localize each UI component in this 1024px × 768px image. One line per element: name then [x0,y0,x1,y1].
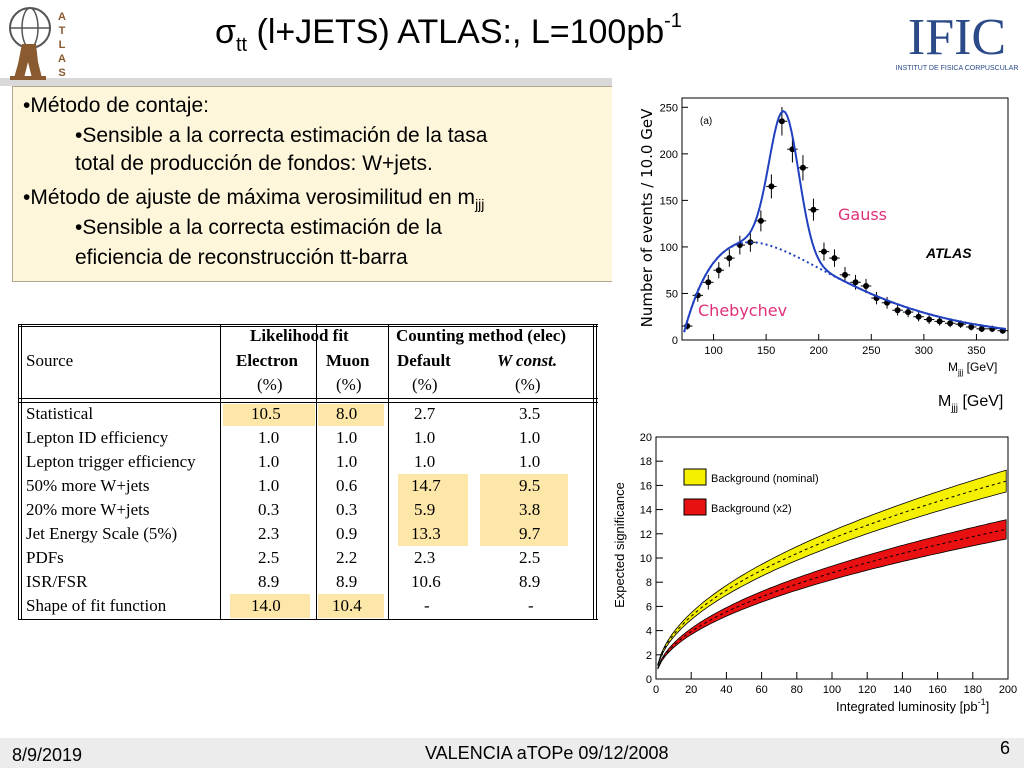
table-cell: - [424,596,430,615]
legend-swatch-x2 [684,499,706,515]
unit-header: (%) [515,375,541,394]
data-point [895,307,901,313]
mjjj-mass-plot [612,78,1024,418]
y-tick-label: 18 [639,456,652,469]
table-cell: 0.6 [336,476,358,495]
bullet-line: •Método de ajuste de máxima verosimilitud en $m_{jjj}$ [23,186,485,212]
table-cell: 1.0 [258,476,280,495]
y-tick-label: 150 [659,195,678,208]
table-row-source: Statistical [26,404,94,423]
legend-label-x2: Background (x2) [711,503,792,515]
y-tick-label: 250 [659,102,678,115]
ific-logo-icon [892,2,1022,78]
bullet-line: •Método de contaje: [23,94,209,117]
bullet-line: eficiencia de reconstrucción tt-barra [75,246,408,269]
y-tick-label: 6 [645,601,652,614]
table-cell: 8.9 [519,572,541,591]
footer-event: VALENCIA aTOPe 09/12/2008 [425,743,669,763]
data-point [768,183,774,189]
unit-header: (%) [257,375,283,394]
method-bullet-box [12,86,618,282]
atlas-letter: A [58,53,66,65]
legend-label-nominal: Background (nominal) [711,473,819,485]
table-row-source: 50% more W+jets [26,476,150,495]
table-rule [596,324,597,620]
table-rule [388,324,389,620]
data-point [947,320,953,326]
table-cell: 8.0 [336,404,358,423]
table-row-source: Lepton trigger efficiency [26,452,196,471]
x-tick-label: 200 [998,684,1018,696]
x-tick-label: 300 [914,345,934,357]
table-cell: 1.0 [336,428,358,447]
y-tick-label: 200 [659,148,678,161]
unit-header: (%) [412,375,438,394]
x-tick-label: 250 [862,345,881,357]
y-tick-label: 16 [639,480,652,493]
unit-header: (%) [336,375,362,394]
y-tick-label: 4 [645,625,652,638]
title-sigma: σ [215,13,236,51]
data-point [779,118,785,124]
bullet-line: •Sensible a la correcta estimación de la [75,216,442,239]
table-cell: 1.0 [336,452,358,471]
table-cell: 1.0 [258,428,280,447]
table-rule [316,324,317,620]
table-row-source: PDFs [26,548,64,567]
y-tick-label: 10 [639,553,652,565]
data-point [926,317,932,323]
column-header: Default [397,351,451,370]
footer-date: 8/9/2019 [12,745,83,765]
table-cell: 1.0 [414,428,436,447]
x-tick-label: 80 [790,684,803,696]
x-tick-label: 140 [893,684,912,696]
slide-title [215,10,855,57]
table-cell: 1.0 [519,428,541,447]
gauss-label: Gauss [838,205,888,224]
x-tick-label: 40 [720,684,733,696]
y-tick-label: 2 [645,649,652,662]
table-rule [18,402,598,403]
atlas-letter: T [58,25,66,37]
y-tick-label: 50 [665,288,678,301]
data-point [705,279,711,285]
y-tick-label: 8 [645,577,652,590]
data-point [821,249,827,255]
x-tick-label: 100 [822,684,842,696]
data-point [726,255,732,261]
data-point [831,255,837,261]
significance-vs-luminosity-plot [610,425,1024,725]
table-cell: 10.4 [332,596,362,615]
table-rule [18,324,19,620]
bullet-line: total de producción de fondos: W+jets. [75,152,433,175]
table-row-source: 20% more W+jets [26,500,150,519]
x-tick-label: 20 [685,684,698,696]
y-tick-label: 14 [639,504,652,517]
atlas-letter: A [58,11,66,23]
table-cell: 1.0 [258,452,280,471]
atlas-label: ATLAS [926,245,972,261]
x-axis-label-outer: $M_{jjj}$ [GeV] [938,393,1004,414]
x-tick-label: 60 [755,684,768,696]
table-cell: 14.7 [411,476,441,495]
data-point [842,272,848,278]
table-cell: 2.5 [258,548,280,567]
table-cell: 2.5 [519,548,541,567]
table-cell: 10.5 [251,404,281,423]
title-subscript: tt [235,34,248,56]
y-tick-label: 12 [639,528,652,541]
y-axis-label: Number of events / 10.0 GeV [638,108,656,328]
x-tick-label: 150 [756,345,776,357]
x-tick-label: 200 [809,345,828,357]
atlas-letter: S [58,67,66,79]
table-cell: 8.9 [258,572,280,591]
table-cell: 0.3 [336,500,358,519]
legend-swatch-nominal [684,469,706,485]
data-point [800,165,806,171]
atlas-letter: L [58,39,66,51]
column-header: W const. [497,351,558,370]
table-cell: 10.6 [411,572,441,591]
chebychev-label: Chebychev [698,301,788,320]
table-cell: 5.9 [414,500,436,519]
table-rule [21,324,22,620]
table-rule [593,324,594,620]
group-header: Counting method (elec) [396,326,566,345]
y-axis-label: Expected significance [612,482,627,608]
bullet-line: •Sensible a la correcta estimación de la tasa [75,124,488,147]
x-tick-label: 0 [652,684,660,696]
column-header: Muon [326,351,370,370]
x-tick-label: 160 [928,684,947,696]
table-cell: - [528,596,534,615]
panel-label: (a) [700,116,713,127]
x-axis-label: Integrated luminosity $[pb^{-1}]$ [836,697,990,714]
column-header: Electron [236,351,299,370]
table-rule [18,324,598,325]
y-tick-label: 20 [639,432,652,444]
y-tick-label: 0 [645,674,652,686]
table-row-source: Shape of fit function [26,596,167,615]
data-point [810,207,816,213]
data-point [916,314,922,320]
table-cell: 3.8 [519,500,541,519]
table-row-source: Jet Energy Scale (5%) [26,524,178,543]
page-number: 6 [1000,738,1011,758]
data-point [905,309,911,315]
y-tick-label: 0 [671,335,678,347]
table-cell: 2.3 [258,524,280,543]
ific-logo-subtext: INSTITUT DE FISICA CORPUSCULAR [895,65,1019,72]
systematics-table [18,322,598,622]
table-row-source: ISR/FSR [26,572,88,591]
x-tick-label: 100 [704,345,723,357]
table-cell: 3.5 [519,404,541,423]
table-cell: 13.3 [411,524,441,543]
table-rule [220,324,221,620]
table-cell: 2.3 [414,548,436,567]
data-point [853,279,859,285]
table-cell: 8.9 [336,572,358,591]
table-row-source: Lepton ID efficiency [26,428,169,447]
y-tick-label: 100 [659,241,678,254]
atlas-logo-icon [4,4,74,80]
table-cell: 0.3 [258,500,280,519]
table-cell: 9.7 [519,524,541,543]
x-tick-label: 180 [963,684,982,696]
table-cell: 2.7 [414,404,436,423]
title-text: (l+JETS) ATLAS:, L=100pb [247,13,665,51]
x-tick-label: 350 [967,345,986,357]
data-point [863,283,869,289]
data-point [716,267,722,273]
data-point [758,218,764,224]
table-cell: 1.0 [519,452,541,471]
title-superscript: -1 [664,10,682,32]
table-cell: 9.5 [519,476,541,495]
data-point [937,318,943,324]
table-rule [18,619,598,620]
group-header: Likelihood fit [250,326,349,345]
table-cell: 2.2 [336,548,358,567]
table-rule [18,398,598,399]
source-header: Source [26,351,74,370]
x-tick-label: 120 [858,684,877,696]
table-cell: 14.0 [251,596,281,615]
table-cell: 0.9 [336,524,358,543]
table-cell: 1.0 [414,452,436,471]
x-axis-label-inner: $M_{jjj}$ [GeV] [948,360,998,377]
ific-logo-text: IFIC [907,9,1007,66]
